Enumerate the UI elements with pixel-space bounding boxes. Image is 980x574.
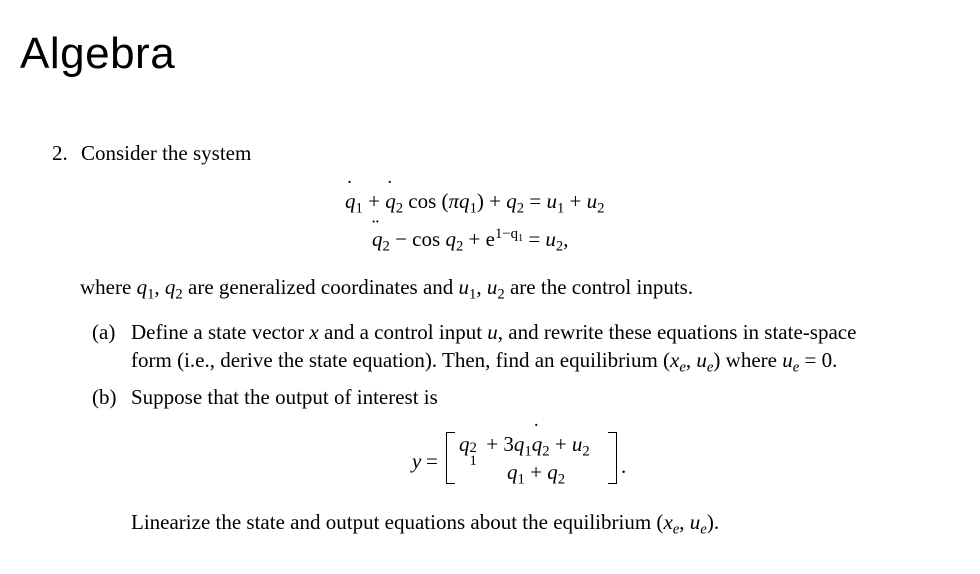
final-ue: u (689, 510, 701, 534)
final-sub: e (672, 521, 680, 538)
where-q2: q (164, 275, 176, 299)
part-a-sub: e (706, 359, 714, 376)
where-u2: u (486, 275, 498, 299)
where-post: are the control inputs. (504, 275, 694, 299)
part-a-text: , and rewrite these equations in state-space (497, 320, 857, 344)
row2-plus: + (524, 460, 548, 484)
eq1-sub: 2 (516, 200, 525, 217)
part-a-line2 (131, 348, 838, 376)
eq2-sub: 2 (555, 238, 564, 255)
part-a-text: = 0. (799, 348, 838, 372)
final-line (131, 510, 720, 538)
final-xe: x (663, 510, 673, 534)
row1-plus3: + 3 (481, 432, 514, 456)
part-a-text: form (i.e., derive the state equation). Then, find an equilibrium ( (131, 348, 671, 372)
left-bracket (446, 432, 455, 484)
problem-number: 2. (52, 141, 68, 165)
part-a-text: ) where (713, 348, 783, 372)
eq1-sub: 2 (395, 200, 404, 217)
part-a-line1 (131, 321, 856, 344)
eq1-op: + (362, 189, 386, 213)
where-pre: where (80, 275, 137, 299)
part-a-text: Define a state vector (131, 320, 310, 344)
where-comma: , (476, 275, 487, 299)
eq1-cos: cos ( (403, 189, 449, 213)
part-a-sub: e (792, 359, 800, 376)
eq1-eq: = (524, 189, 547, 213)
eq1-u2: u (586, 189, 598, 213)
part-a-ue: u (696, 348, 707, 372)
part-a-text: and a control input (318, 320, 488, 344)
part-b-text: Suppose that the output of interest is (131, 385, 438, 409)
eq1-q2dot: ˙ q (385, 190, 396, 213)
eq2-exp-sub: 1 (517, 233, 524, 244)
problem-intro-text: Consider the system (81, 141, 252, 165)
eq2-exp-base: + e (463, 227, 495, 251)
equation-2 (372, 225, 569, 255)
part-a-x: x (309, 320, 319, 344)
eq1-sub: 1 (469, 200, 477, 217)
y-lhs (412, 450, 421, 473)
eq2-q2: q (445, 227, 456, 251)
eq1-op: ) + (476, 189, 507, 213)
problem-intro (52, 142, 251, 165)
eq1-q1dot: ˙ q (345, 190, 356, 213)
row1-sub: 2 (542, 443, 550, 460)
where-mid: are generalized coordinates and (182, 275, 459, 299)
final-text: Linearize the state and output equations about the equilibrium ( (131, 510, 664, 534)
vector-period: . (621, 454, 627, 478)
row1-q2dot: ˙ q (532, 433, 543, 456)
row2-q1: q (507, 460, 518, 484)
eq2-exp: 1−q (494, 225, 518, 242)
y-equals: = (426, 449, 438, 473)
part-a-xe: x (670, 348, 680, 372)
vector-row-2 (507, 460, 566, 488)
final-sub: e (700, 521, 707, 538)
row1-sub: 1 (524, 443, 532, 460)
part-a-u: u (487, 320, 498, 344)
part-a-ue2: u (782, 348, 793, 372)
eq1-u1: u (546, 189, 557, 213)
row1-plus: + (549, 432, 572, 456)
eq2-u2: u (545, 227, 556, 251)
eq1-q2: q (506, 189, 517, 213)
where-line (80, 275, 694, 303)
part-a-sep: , (685, 348, 697, 372)
row2-sub: 1 (517, 471, 525, 488)
eq1-sub: 1 (556, 200, 565, 217)
eq2-eq: = (523, 227, 546, 251)
row1-sub: 2 (582, 443, 590, 460)
page-title: Algebra (20, 29, 176, 78)
equation-1 (345, 189, 605, 217)
y-var: y (412, 449, 422, 473)
eq2-sub: 2 (382, 238, 390, 255)
eq2-sub: 2 (455, 238, 464, 255)
where-u1: u (458, 275, 470, 299)
where-sub: 2 (175, 286, 183, 303)
vector-row-1: q 2 1 + $3q_1˙$ $q_2 + u_2$ (459, 433, 590, 456)
where-sub: 1 (147, 286, 155, 303)
eq1-sub: 2 (597, 200, 605, 217)
row2-q2: q (547, 460, 558, 484)
where-sub: 1 (469, 286, 477, 303)
eq2-cos: − cos (389, 227, 446, 251)
part-a-sub: e (679, 359, 686, 376)
part-b-label: (b) (92, 385, 117, 409)
where-sub: 2 (497, 286, 505, 303)
eq2-exponent (495, 226, 523, 242)
eq2-q2ddot: ¨ q (372, 228, 383, 251)
final-sep: , (679, 510, 690, 534)
eq1-piq: πq (448, 189, 470, 213)
right-bracket (608, 432, 617, 484)
part-a-label: (a) (92, 320, 116, 344)
eq1-sub: 1 (355, 200, 363, 217)
row1-q1: q (513, 432, 525, 456)
row1-q: q (459, 432, 470, 456)
where-comma: , (154, 275, 165, 299)
final-text: ). (706, 510, 720, 534)
eq1-op: + (564, 189, 587, 213)
where-q1: q (136, 275, 148, 299)
eq2-end: , (563, 227, 569, 251)
row1-u: u (571, 432, 583, 456)
row2-sub: 2 (557, 471, 566, 488)
